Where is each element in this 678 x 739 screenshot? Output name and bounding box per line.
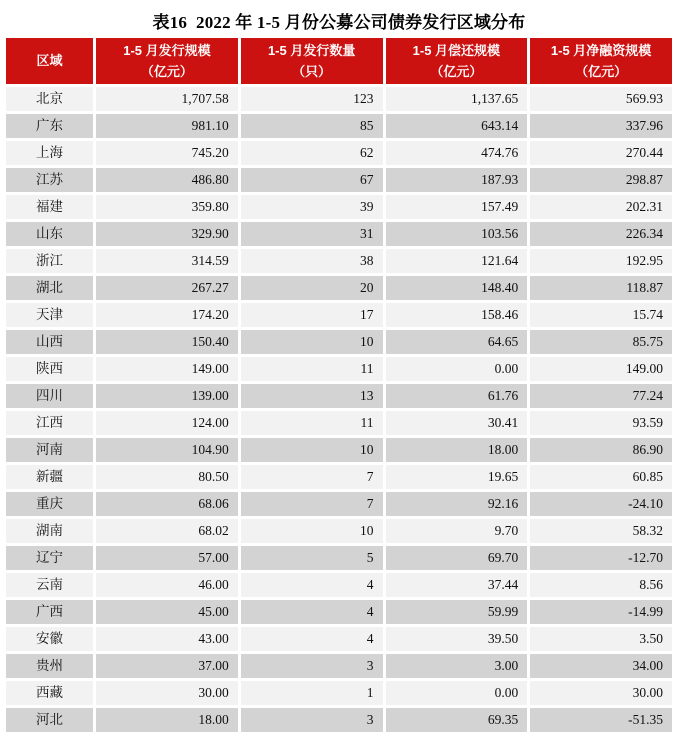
region-cell: 西藏: [6, 681, 93, 705]
table-row: [6, 249, 672, 273]
value-cell: 174.20: [96, 303, 238, 327]
value-cell: 37.44: [386, 573, 528, 597]
region-cell: 辽宁: [6, 546, 93, 570]
table-title: 表16 2022 年 1-5 月份公募公司债券发行区域分布: [152, 13, 526, 32]
table-row: [6, 114, 672, 138]
value-cell: 149.00: [96, 357, 238, 381]
value-cell: 13: [241, 384, 383, 408]
column-header: [96, 38, 238, 84]
region-cell: 新疆: [6, 465, 93, 489]
value-cell: 77.24: [530, 384, 672, 408]
value-cell: 8.56: [530, 573, 672, 597]
table-body: [6, 87, 672, 732]
table-row: [6, 654, 672, 678]
value-cell: 486.80: [96, 168, 238, 192]
table-row: [6, 357, 672, 381]
value-cell: 11: [241, 357, 383, 381]
value-cell: 37.00: [96, 654, 238, 678]
value-cell: 0.00: [386, 681, 528, 705]
value-cell: 85.75: [530, 330, 672, 354]
value-cell: 5: [241, 546, 383, 570]
value-cell: 981.10: [96, 114, 238, 138]
value-cell: 118.87: [530, 276, 672, 300]
region-cell: 湖北: [6, 276, 93, 300]
region-cell: 山东: [6, 222, 93, 246]
column-header: [241, 38, 383, 84]
value-cell: 329.90: [96, 222, 238, 246]
region-cell: 陕西: [6, 357, 93, 381]
value-cell: 3: [241, 708, 383, 732]
value-cell: 7: [241, 465, 383, 489]
value-cell: 64.65: [386, 330, 528, 354]
value-cell: -14.99: [530, 600, 672, 624]
value-cell: 3.00: [386, 654, 528, 678]
region-cell: 北京: [6, 87, 93, 111]
value-cell: 569.93: [530, 87, 672, 111]
value-cell: -24.10: [530, 492, 672, 516]
table-row: [6, 384, 672, 408]
region-cell: 河北: [6, 708, 93, 732]
value-cell: 19.65: [386, 465, 528, 489]
value-cell: 7: [241, 492, 383, 516]
value-cell: -12.70: [530, 546, 672, 570]
value-cell: 3.50: [530, 627, 672, 651]
value-cell: 30.00: [530, 681, 672, 705]
column-header: [6, 38, 93, 84]
column-header-label: 1-5 月发行数量: [267, 42, 356, 58]
value-cell: 745.20: [96, 141, 238, 165]
value-cell: 298.87: [530, 168, 672, 192]
column-header-label: 1-5 月净融资规模: [550, 42, 652, 58]
value-cell: 202.31: [530, 195, 672, 219]
value-cell: 69.70: [386, 546, 528, 570]
value-cell: 139.00: [96, 384, 238, 408]
table-row: [6, 600, 672, 624]
value-cell: 4: [241, 627, 383, 651]
value-cell: 192.95: [530, 249, 672, 273]
value-cell: 62: [241, 141, 383, 165]
value-cell: 148.40: [386, 276, 528, 300]
value-cell: 149.00: [530, 357, 672, 381]
region-cell: 广东: [6, 114, 93, 138]
column-header-unit: （亿元）: [575, 64, 628, 79]
region-cell: 上海: [6, 141, 93, 165]
value-cell: 39.50: [386, 627, 528, 651]
value-cell: 20: [241, 276, 383, 300]
region-cell: 江苏: [6, 168, 93, 192]
region-cell: 四川: [6, 384, 93, 408]
table-row: [6, 573, 672, 597]
value-cell: 57.00: [96, 546, 238, 570]
region-data-table: [3, 35, 675, 735]
table-row: [6, 141, 672, 165]
table-row: [6, 168, 672, 192]
table-row: [6, 465, 672, 489]
value-cell: 17: [241, 303, 383, 327]
column-header-unit: （亿元）: [430, 64, 483, 79]
value-cell: 11: [241, 411, 383, 435]
value-cell: 15.74: [530, 303, 672, 327]
region-cell: 浙江: [6, 249, 93, 273]
value-cell: 18.00: [386, 438, 528, 462]
region-cell: 广西: [6, 600, 93, 624]
value-cell: 39: [241, 195, 383, 219]
value-cell: 124.00: [96, 411, 238, 435]
table-row: [6, 195, 672, 219]
table-row: [6, 222, 672, 246]
table-row: [6, 681, 672, 705]
region-cell: 湖南: [6, 519, 93, 543]
value-cell: 68.02: [96, 519, 238, 543]
value-cell: 45.00: [96, 600, 238, 624]
value-cell: 643.14: [386, 114, 528, 138]
value-cell: 4: [241, 600, 383, 624]
region-cell: 江西: [6, 411, 93, 435]
column-header-label: 区域: [36, 53, 63, 69]
table-row: [6, 276, 672, 300]
value-cell: 1,707.58: [96, 87, 238, 111]
value-cell: 4: [241, 573, 383, 597]
table-row: [6, 627, 672, 651]
value-cell: 60.85: [530, 465, 672, 489]
region-cell: 贵州: [6, 654, 93, 678]
region-cell: 河南: [6, 438, 93, 462]
value-cell: 267.27: [96, 276, 238, 300]
table-row: [6, 546, 672, 570]
value-cell: 61.76: [386, 384, 528, 408]
region-cell: 福建: [6, 195, 93, 219]
value-cell: 0.00: [386, 357, 528, 381]
value-cell: 103.56: [386, 222, 528, 246]
value-cell: 34.00: [530, 654, 672, 678]
value-cell: 187.93: [386, 168, 528, 192]
value-cell: 38: [241, 249, 383, 273]
value-cell: 10: [241, 330, 383, 354]
value-cell: 58.32: [530, 519, 672, 543]
value-cell: 104.90: [96, 438, 238, 462]
value-cell: 68.06: [96, 492, 238, 516]
table-row: [6, 438, 672, 462]
region-cell: 安徽: [6, 627, 93, 651]
column-header-unit: （亿元）: [140, 64, 193, 79]
value-cell: 18.00: [96, 708, 238, 732]
value-cell: 43.00: [96, 627, 238, 651]
table-row: [6, 519, 672, 543]
region-cell: 天津: [6, 303, 93, 327]
value-cell: 1: [241, 681, 383, 705]
value-cell: 157.49: [386, 195, 528, 219]
region-cell: 重庆: [6, 492, 93, 516]
table-header: [6, 38, 672, 84]
table-row: [6, 303, 672, 327]
column-header-unit: （只）: [292, 64, 332, 79]
header-row: [6, 38, 672, 84]
value-cell: 158.46: [386, 303, 528, 327]
value-cell: 59.99: [386, 600, 528, 624]
value-cell: 337.96: [530, 114, 672, 138]
value-cell: 3: [241, 654, 383, 678]
table-row: [6, 708, 672, 732]
region-cell: 云南: [6, 573, 93, 597]
value-cell: 10: [241, 438, 383, 462]
value-cell: 10: [241, 519, 383, 543]
value-cell: 121.64: [386, 249, 528, 273]
value-cell: 85: [241, 114, 383, 138]
value-cell: 123: [241, 87, 383, 111]
column-header: [386, 38, 528, 84]
table-row: [6, 492, 672, 516]
column-header: [530, 38, 672, 84]
column-header-label: 1-5 月发行规模: [123, 42, 211, 58]
region-cell: 山西: [6, 330, 93, 354]
value-cell: 226.34: [530, 222, 672, 246]
value-cell: 9.70: [386, 519, 528, 543]
value-cell: -51.35: [530, 708, 672, 732]
value-cell: 270.44: [530, 141, 672, 165]
table-row: [6, 330, 672, 354]
value-cell: 359.80: [96, 195, 238, 219]
value-cell: 86.90: [530, 438, 672, 462]
value-cell: 92.16: [386, 492, 528, 516]
value-cell: 80.50: [96, 465, 238, 489]
value-cell: 474.76: [386, 141, 528, 165]
value-cell: 30.00: [96, 681, 238, 705]
value-cell: 69.35: [386, 708, 528, 732]
table-row: [6, 411, 672, 435]
value-cell: 31: [241, 222, 383, 246]
value-cell: 30.41: [386, 411, 528, 435]
table-row: [6, 87, 672, 111]
column-header-label: 1-5 月偿还规模: [412, 42, 501, 58]
value-cell: 67: [241, 168, 383, 192]
value-cell: 46.00: [96, 573, 238, 597]
value-cell: 93.59: [530, 411, 672, 435]
value-cell: 1,137.65: [386, 87, 528, 111]
value-cell: 314.59: [96, 249, 238, 273]
value-cell: 150.40: [96, 330, 238, 354]
